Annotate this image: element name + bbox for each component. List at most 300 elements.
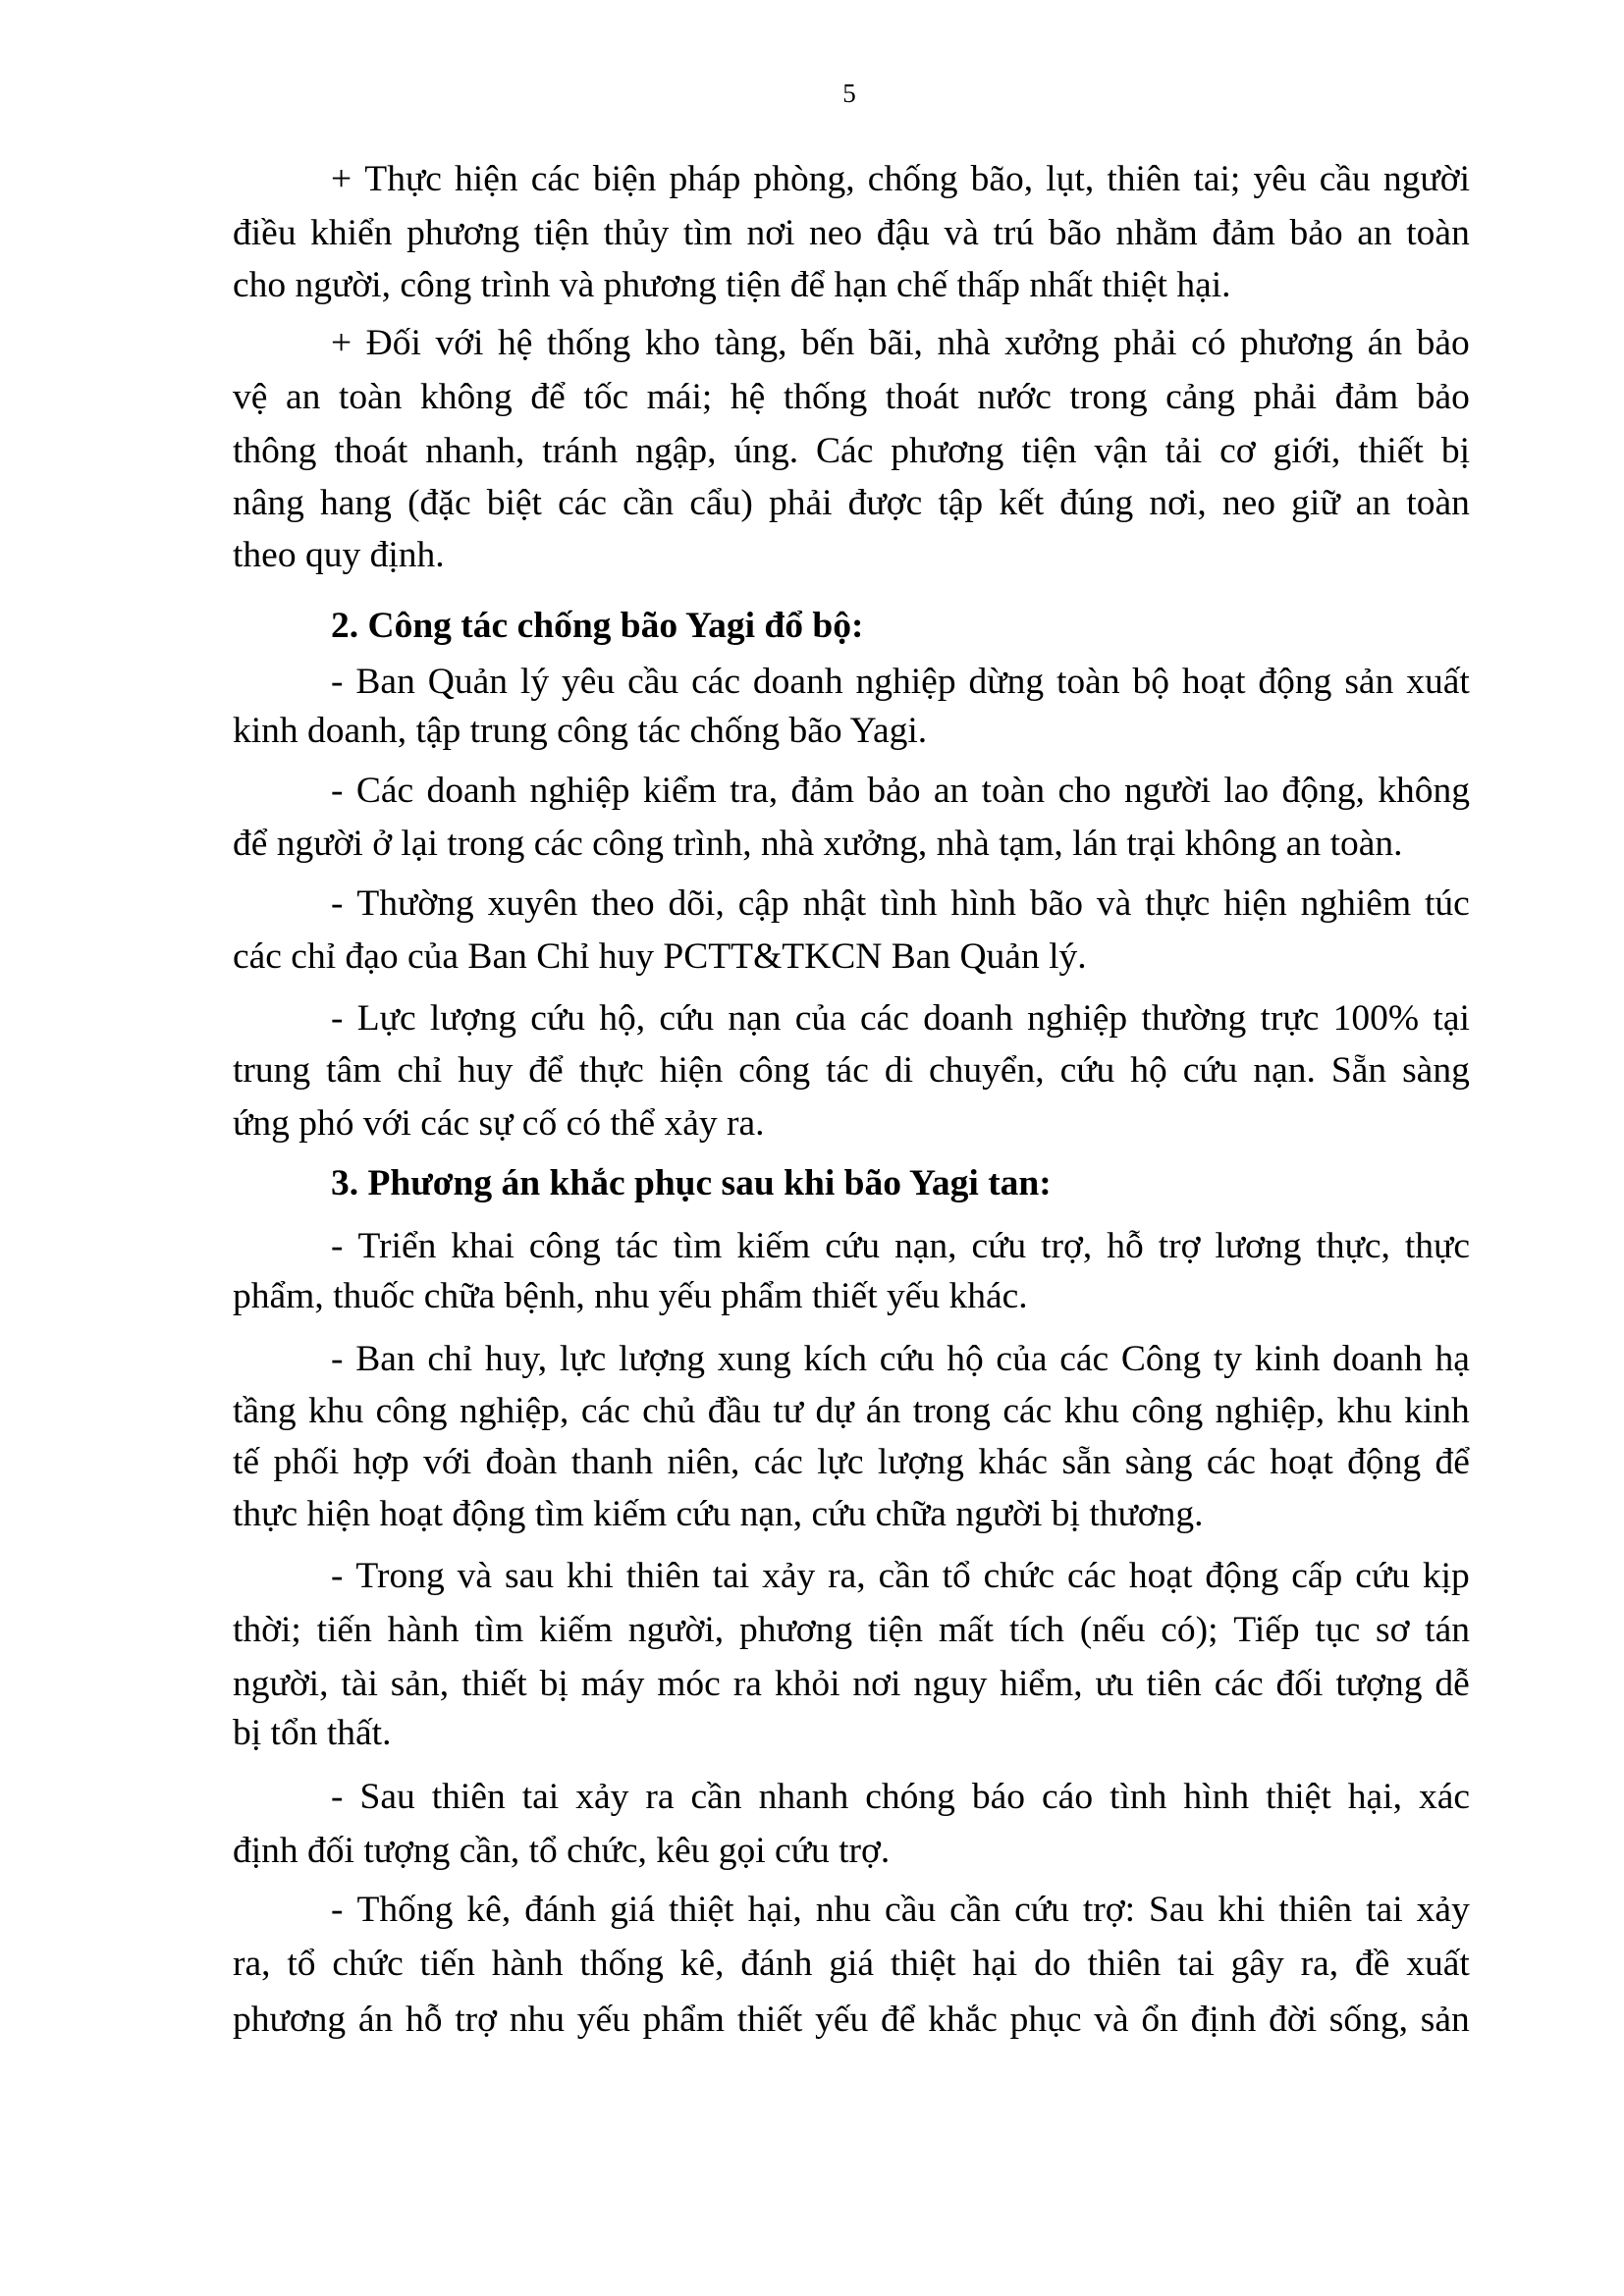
word: Sẵn	[1330, 1050, 1387, 1091]
word: thiết	[461, 1664, 527, 1704]
word: của	[794, 998, 846, 1039]
word: ra,	[828, 1556, 866, 1596]
word: thủy	[603, 213, 670, 253]
word: hiện	[1223, 883, 1287, 924]
word: và	[1096, 883, 1132, 924]
word: cứu	[530, 998, 585, 1039]
word: Thường	[356, 883, 474, 924]
word: hệ	[497, 323, 533, 363]
word: Các	[816, 431, 874, 471]
word: đúng	[1059, 483, 1134, 523]
word: bảo	[1416, 377, 1470, 417]
word: -	[331, 1339, 344, 1379]
word: cẩu)	[689, 483, 753, 523]
paragraph-line	[233, 430, 1470, 473]
word: động,	[1281, 771, 1365, 811]
word: của	[996, 1339, 1048, 1379]
word: bị	[1440, 431, 1470, 471]
word: niên,	[667, 1442, 740, 1482]
word: thống	[579, 1944, 664, 1984]
word: cứu	[1355, 1556, 1410, 1596]
word: doanh	[752, 662, 843, 702]
word: hành	[491, 1944, 564, 1984]
word: phải	[1113, 323, 1177, 363]
word: trợ	[455, 2000, 498, 2040]
word: chóng	[865, 1777, 955, 1817]
word: trong	[912, 1391, 991, 1431]
word: chỉ	[427, 1339, 473, 1379]
word: nơi,	[1149, 483, 1207, 523]
paragraph-line	[233, 1999, 1470, 2042]
word: hoạt	[1270, 1442, 1333, 1482]
word: sau	[505, 1556, 554, 1596]
word: nâng	[233, 483, 304, 523]
word: máy	[580, 1664, 645, 1704]
word: thống	[783, 377, 868, 417]
word: hoạt	[1128, 1556, 1193, 1596]
word: bộ	[1132, 662, 1169, 702]
word: lượng	[877, 1442, 964, 1482]
word: các	[1002, 1391, 1053, 1431]
word: phương	[891, 431, 1004, 471]
paragraph-line	[233, 1049, 1470, 1093]
word: hoạt	[1181, 662, 1246, 702]
word: thiệt	[890, 1944, 956, 1984]
word: tích	[1008, 1610, 1065, 1650]
word: tượng	[1335, 1664, 1423, 1704]
word: huy,	[484, 1339, 548, 1379]
word: phương	[406, 213, 520, 253]
word: ra	[645, 1777, 675, 1817]
paragraph-line	[233, 1663, 1470, 1706]
word: Công	[1120, 1339, 1202, 1379]
word: thiết	[1358, 431, 1424, 471]
word: nghiệp	[529, 771, 630, 811]
paragraph-line	[331, 997, 1470, 1041]
paragraph-line: phẩm, thuốc chữa bệnh, nhu yếu phẩm thiết yếu khác.	[233, 1276, 1028, 1316]
word: thiên	[1107, 159, 1181, 199]
paragraph-line: theo quy định.	[233, 535, 445, 575]
word: Ban	[355, 662, 415, 702]
paragraph-line	[233, 1390, 1470, 1433]
word: trú	[993, 213, 1035, 253]
word: sẵn	[1061, 1442, 1111, 1482]
word: giá	[829, 1944, 875, 1984]
word: đoàn	[485, 1442, 558, 1482]
word: (nếu	[1079, 1610, 1146, 1650]
word: phải	[768, 483, 833, 523]
paragraph-line	[233, 1943, 1470, 1986]
word: theo	[591, 883, 655, 924]
word: giữ	[1291, 483, 1340, 523]
word: công	[738, 1050, 811, 1091]
word: chuyển,	[928, 1050, 1045, 1091]
word: cần	[623, 483, 675, 523]
word: -	[331, 1226, 344, 1266]
word: chỉ	[397, 1050, 443, 1091]
word: -	[331, 662, 344, 702]
paragraph-line: các chỉ đạo của Ban Chỉ huy PCTT&TKCN Ban Quản lý.	[233, 936, 1087, 977]
word: động	[1347, 1442, 1422, 1482]
word: Các	[355, 771, 414, 811]
paragraph-line	[233, 376, 1470, 419]
word: hỗ	[406, 2000, 443, 2040]
word: tiện	[1021, 431, 1077, 471]
word: đề	[1355, 1944, 1390, 1984]
word: hại,	[747, 1890, 802, 1930]
word: bảo	[1416, 323, 1470, 363]
word: thời;	[233, 1610, 301, 1650]
word: -	[331, 1556, 344, 1596]
word: khu	[1063, 1391, 1119, 1431]
word: giá	[610, 1890, 655, 1930]
word: tập	[938, 483, 984, 523]
word: báo	[971, 1777, 1026, 1817]
word: hại	[972, 1944, 1018, 1984]
word: hỗ	[1107, 1226, 1144, 1266]
word: công	[528, 1226, 601, 1266]
word: các	[691, 662, 740, 702]
word: kết	[999, 483, 1045, 523]
word: nghiêm	[1300, 883, 1412, 924]
word: tế	[233, 1442, 260, 1482]
word: cập	[737, 883, 789, 924]
word: cầu	[1319, 159, 1371, 199]
word: thanh	[570, 1442, 654, 1482]
word: toàn	[338, 377, 403, 417]
word: phục	[1009, 2000, 1082, 2040]
word: biệt	[486, 483, 542, 523]
word: -	[331, 1777, 344, 1817]
word: (đặc	[407, 483, 471, 523]
heading-text: 2. Công tác chống bão Yagi đổ bộ:	[331, 606, 864, 646]
word: thường	[1141, 998, 1247, 1039]
word: cần	[690, 1777, 742, 1817]
word: đánh	[740, 1944, 813, 1984]
word: hiện	[659, 1050, 724, 1091]
word: nhanh	[758, 1777, 849, 1817]
word: cứu	[879, 1339, 935, 1379]
word: xuất	[1406, 662, 1470, 702]
word: xảy	[575, 1777, 629, 1817]
word: kích	[803, 1339, 868, 1379]
word: Đối	[365, 323, 421, 363]
word: động	[1205, 1556, 1279, 1596]
word: móc	[657, 1664, 721, 1704]
word: các	[530, 159, 580, 199]
word: kê,	[679, 1944, 725, 1984]
word: doanh	[923, 998, 1013, 1039]
word: kiếm	[736, 1226, 811, 1266]
word: kịp	[1422, 1556, 1470, 1596]
word: neo	[809, 213, 863, 253]
word: tiện	[867, 1610, 924, 1650]
word: và	[457, 1556, 493, 1596]
word: úng.	[733, 431, 799, 471]
word: tai	[1177, 1944, 1215, 1984]
word: dự	[815, 1391, 854, 1431]
word: thiên	[625, 1556, 700, 1596]
paragraph-line	[331, 158, 1470, 201]
word: túc	[1425, 883, 1470, 924]
paragraph-line: kinh doanh, tập trung công tác chống bão Yagi.	[233, 711, 928, 751]
word: Sau	[359, 1777, 415, 1817]
word: các	[1206, 1442, 1256, 1482]
word: người,	[233, 1664, 329, 1704]
word: cứu	[1059, 1050, 1115, 1091]
word: doanh	[1332, 1339, 1423, 1379]
word: tình	[1110, 1777, 1167, 1817]
word: kiếm	[539, 1610, 613, 1650]
word: sàng	[1124, 1442, 1193, 1482]
word: và	[1094, 2000, 1129, 2040]
word: doanh	[426, 771, 517, 811]
word: nhanh,	[425, 431, 525, 471]
word: thống	[546, 323, 631, 363]
word: nghiệp,	[1215, 1391, 1326, 1431]
word: hành	[387, 1610, 460, 1650]
page-number: 5	[842, 79, 856, 108]
word: tư	[773, 1391, 804, 1431]
word: kinh	[1404, 1391, 1470, 1431]
word: có	[1191, 323, 1226, 363]
word: tai	[521, 1777, 560, 1817]
word: trợ	[1158, 1226, 1201, 1266]
word: kho	[644, 323, 701, 363]
word: Triển	[357, 1226, 437, 1266]
word: tán	[1425, 1610, 1470, 1650]
word: -	[331, 771, 344, 811]
word: tiến	[419, 1944, 475, 1984]
word: nghiệp	[855, 662, 956, 702]
word: đời	[1269, 2000, 1318, 2040]
word: yêu	[562, 662, 616, 702]
word: thiên	[431, 1777, 506, 1817]
word: bão	[1029, 883, 1084, 924]
word: hệ	[730, 377, 766, 417]
word: pháp	[669, 159, 741, 199]
word: tìm	[474, 1610, 524, 1650]
word: bão	[1048, 213, 1102, 253]
word: ty	[1213, 1339, 1242, 1379]
word: các	[580, 1391, 630, 1431]
word: sản,	[390, 1664, 450, 1704]
word: tầng	[233, 1391, 297, 1431]
word: Ban	[355, 1339, 415, 1379]
word: hình	[1183, 1777, 1250, 1817]
word: ngập,	[635, 431, 717, 471]
word: điều	[233, 213, 297, 253]
word: gây	[1230, 1944, 1284, 1984]
word: huy	[458, 1050, 514, 1091]
word: nơi	[852, 1664, 901, 1704]
word: có);	[1161, 1610, 1218, 1650]
word: Thực	[364, 159, 442, 199]
word: an	[933, 771, 969, 811]
word: toàn	[1056, 662, 1120, 702]
paragraph-line	[331, 322, 1470, 365]
paragraph-line	[331, 1338, 1470, 1381]
word: di	[884, 1050, 913, 1091]
word: và	[944, 213, 979, 253]
word: với	[423, 1442, 472, 1482]
word: 100%	[1332, 998, 1420, 1039]
word: Sau	[1149, 1890, 1205, 1930]
paragraph-line	[331, 1225, 1470, 1268]
paragraph-line: định đối tượng cần, tổ chức, kêu gọi cứu trợ.	[233, 1831, 891, 1871]
word: yếu	[576, 2000, 630, 2040]
paragraph-line	[233, 1441, 1470, 1484]
paragraph-line	[233, 212, 1470, 255]
word: kê,	[466, 1890, 512, 1930]
word: hiểm,	[1000, 1664, 1083, 1704]
word: lụt,	[1046, 159, 1095, 199]
word: nước	[977, 377, 1052, 417]
word: thiên	[1278, 1890, 1353, 1930]
word: không	[1378, 771, 1470, 811]
paragraph-line	[233, 482, 1470, 525]
word: đậu	[876, 213, 930, 253]
word: nạn.	[1253, 1050, 1316, 1091]
word: toàn	[1406, 213, 1470, 253]
word: yêu	[1253, 159, 1307, 199]
word: tàng,	[714, 323, 787, 363]
word: cầu	[885, 1890, 937, 1930]
word: lực	[559, 1339, 607, 1379]
word: nhu	[509, 2000, 565, 2040]
word: trợ,	[1041, 1226, 1093, 1266]
word: xảy	[762, 1556, 816, 1596]
word: nguy	[913, 1664, 988, 1704]
word: xác	[1418, 1777, 1470, 1817]
word: phẩm	[642, 2000, 725, 2040]
word: bảo	[1289, 213, 1343, 253]
word: cấp	[1291, 1556, 1343, 1596]
word: thông	[233, 431, 317, 471]
word: tiên	[1146, 1664, 1202, 1704]
word: vận	[1094, 431, 1148, 471]
word: sống,	[1328, 2000, 1409, 2040]
word: cáo	[1042, 1777, 1094, 1817]
word: thoát	[885, 377, 959, 417]
word: tìm	[682, 213, 732, 253]
word: Lực	[356, 998, 416, 1039]
paragraph-line: ứng phó với các sự cố có thể xảy ra.	[233, 1103, 765, 1144]
word: cứu	[659, 998, 715, 1039]
word: nạn	[728, 998, 782, 1039]
word: tìm	[673, 1226, 723, 1266]
word: xung	[717, 1339, 791, 1379]
word: trợ:	[1082, 1890, 1136, 1930]
word: tốc	[583, 377, 629, 417]
word: xuất	[1406, 1944, 1470, 1984]
word: an	[285, 377, 321, 417]
word: khiển	[310, 213, 393, 253]
word: dõi,	[668, 883, 725, 924]
word: toàn	[981, 771, 1046, 811]
word: cho	[1057, 771, 1111, 811]
word: cảng	[1165, 377, 1235, 417]
word: với	[435, 323, 484, 363]
word: ra,	[1300, 1944, 1339, 1984]
word: cứu	[1182, 1050, 1238, 1091]
word: kinh	[1254, 1339, 1321, 1379]
word: các	[1214, 1664, 1264, 1704]
word: lao	[1223, 771, 1270, 811]
word: thực,	[1316, 1226, 1390, 1266]
word: án	[865, 1391, 901, 1431]
word: nạn,	[893, 1226, 957, 1266]
word: công	[375, 1391, 448, 1431]
word: thoát	[334, 431, 408, 471]
word: bảo	[867, 771, 921, 811]
word: hang	[320, 483, 392, 523]
word: ra,	[233, 1944, 271, 1984]
word: khỏi	[774, 1664, 840, 1704]
word: yếu	[815, 2000, 869, 2040]
word: trung	[233, 1050, 311, 1091]
word: chức	[983, 1556, 1056, 1596]
paragraph-line: bị tổn thất.	[233, 1713, 392, 1753]
word: ưu	[1095, 1664, 1134, 1704]
word: neo	[1221, 483, 1276, 523]
word: giới,	[1272, 431, 1341, 471]
word: để	[880, 2000, 916, 2040]
word: công	[1131, 1391, 1204, 1431]
paragraph-line	[331, 1889, 1470, 1932]
word: hình	[950, 883, 1016, 924]
word: phương	[738, 1610, 853, 1650]
word: dừng	[968, 662, 1045, 702]
word: án	[1367, 323, 1403, 363]
word: sản	[1420, 2000, 1470, 2040]
word: khắc	[928, 2000, 998, 2040]
word: nhật	[802, 883, 867, 924]
word: tâm	[326, 1050, 382, 1091]
word: nhằm	[1115, 213, 1198, 253]
word: tài	[341, 1664, 378, 1704]
word: -	[331, 1890, 344, 1930]
word: chống	[867, 159, 958, 199]
word: trong	[1069, 377, 1148, 417]
word: ra	[732, 1664, 762, 1704]
word: thực	[1404, 1226, 1470, 1266]
word: ổn	[1141, 2000, 1178, 2040]
word: mất	[938, 1610, 995, 1650]
word: tránh	[542, 431, 619, 471]
word: lý	[519, 662, 550, 702]
word: tai	[712, 1556, 750, 1596]
paragraph-line: cho người, công trình và phương tiện để hạn chế thấp nhất thiệt hại.	[233, 265, 1231, 305]
word: xưởng	[1004, 323, 1100, 363]
word: người	[1123, 771, 1212, 811]
word: lượng	[429, 998, 516, 1039]
word: xuyên	[487, 883, 578, 924]
word: thiên	[1087, 1944, 1162, 1984]
word: phải	[1253, 377, 1318, 417]
word: khi	[1218, 1890, 1266, 1930]
word: tác	[826, 1050, 869, 1091]
word: không	[420, 377, 513, 417]
word: bão,	[970, 159, 1034, 199]
word: thiết	[736, 2000, 803, 2040]
word: tổ	[942, 1556, 971, 1596]
word: bãi,	[868, 323, 923, 363]
word: người	[1382, 159, 1470, 199]
word: bị	[539, 1664, 568, 1704]
word: tục	[1315, 1610, 1361, 1650]
word: hộ	[1130, 1050, 1167, 1091]
